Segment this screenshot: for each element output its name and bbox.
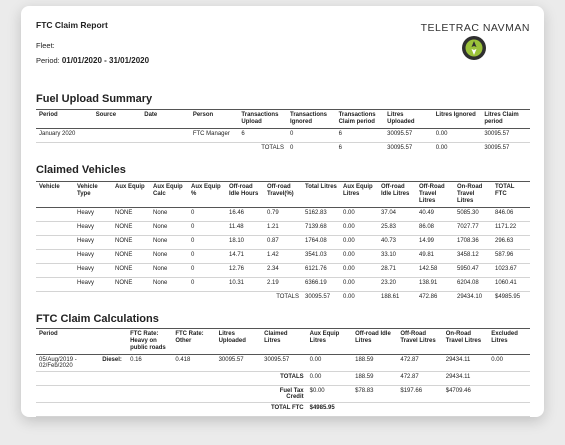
table-cell: 587.96 [492,249,530,263]
table-cell: 25.83 [378,221,416,235]
total-cell: 30095.57 [484,144,510,151]
table-cell: 0 [188,207,226,221]
table-cell [36,249,74,263]
table-cell: 29434.11 [443,354,488,371]
col-header: Off-road Idle Litres [378,182,416,208]
table-cell: 0.00 [307,354,352,371]
total-ftc-label: TOTAL FTC [261,402,306,416]
total-cell: 0 [290,144,294,151]
table-cell: 6 [336,128,385,142]
col-header: Aux Equip Litres [307,329,352,355]
table-cell: 28.71 [378,263,416,277]
table-cell [36,277,74,291]
col-header: Date [141,110,190,129]
table-row [36,249,530,263]
table-row [36,263,530,277]
totals-label: TOTALS [261,371,306,385]
col-header: On-Road Travel Litres [443,329,488,355]
table-cell: Heavy [74,277,112,291]
table-cell: 2.19 [264,277,302,291]
table-cell: None [150,207,188,221]
total-cell: 30095.57 [387,144,413,151]
fuel-tax-credit-row [36,385,530,402]
fuel-upload-heading: Fuel Upload Summary [36,93,153,105]
table-cell: 23.20 [378,277,416,291]
col-header: Total Litres [302,182,340,208]
col-header: Transactions Claim period [336,110,385,129]
table-cell: 296.63 [492,235,530,249]
col-header: Person [190,110,239,129]
table-cell: 7027.77 [454,221,492,235]
col-header: Period [36,329,99,355]
brand-logo: TELETRAC NAVMAN [420,22,530,34]
fuel-upload-table [36,109,530,153]
total-cell: 472.86 [419,293,438,300]
table-cell: 0.418 [172,354,215,371]
col-header: Claimed Litres [261,329,306,355]
table-cell: 7139.68 [302,221,340,235]
col-header: FTC Rate: Other [172,329,215,355]
table-header-row [36,182,530,208]
table-row [36,128,530,142]
fuel-type-cell: Diesel: [99,354,127,371]
table-cell: 49.81 [416,249,454,263]
table-cell: 30095.57 [384,128,433,142]
table-row [36,221,530,235]
totals-row [36,371,530,385]
col-header: Aux Equip Litres [340,182,378,208]
table-cell: None [150,277,188,291]
col-header: Aux Equip % [188,182,226,208]
table-cell: None [150,235,188,249]
col-header: FTC Rate: Heavy on public roads [127,329,172,355]
total-cell: 29434.11 [443,371,488,385]
table-cell: 1060.41 [492,277,530,291]
table-cell: 6121.76 [302,263,340,277]
claimed-vehicles-table [36,181,530,302]
table-cell: 0.00 [340,221,378,235]
fleet-label: Fleet: [36,41,55,50]
col-header [99,329,127,355]
table-cell [36,263,74,277]
table-cell: 5950.47 [454,263,492,277]
table-cell: None [150,263,188,277]
col-header: TOTAL FTC [492,182,530,208]
table-cell: 5162.83 [302,207,340,221]
table-cell: Heavy [74,249,112,263]
fuel-tax-cell: $0.00 [307,385,352,402]
col-header: Vehicle Type [74,182,112,208]
table-cell: 0.00 [433,128,482,142]
table-cell: 6 [238,128,287,142]
table-cell: 0 [188,249,226,263]
table-cell: Heavy [74,207,112,221]
report-page [21,6,544,417]
table-cell: 5085.30 [454,207,492,221]
col-header: Litres Uploaded [216,329,262,355]
table-cell: 6366.19 [302,277,340,291]
table-cell: 0.00 [340,235,378,249]
col-header: Source [93,110,142,129]
table-cell [36,207,74,221]
col-header: Off-road Idle Litres [352,329,397,355]
report-title: FTC Claim Report [36,20,108,30]
table-cell: 138.91 [416,277,454,291]
table-cell: NONE [112,263,150,277]
table-cell: 14.99 [416,235,454,249]
fuel-tax-label: Fuel Tax Credit [261,385,306,402]
table-cell: 3458.12 [454,249,492,263]
col-header: Aux Equip Calc [150,182,188,208]
total-cell: 29434.10 [457,293,483,300]
col-header: Transactions Ignored [287,110,336,129]
table-cell: 0.00 [340,263,378,277]
totals-label: TOTALS [276,293,299,300]
col-header: Off-road Idle Hours [226,182,264,208]
total-cell: 0.00 [343,293,355,300]
table-cell: FTC Manager [190,128,239,142]
table-cell [36,221,74,235]
col-header: Aux Equip [112,182,150,208]
table-row [36,207,530,221]
table-cell: 846.06 [492,207,530,221]
col-header: Litres Ignored [433,110,482,129]
table-cell: 11.48 [226,221,264,235]
period-line [36,56,149,65]
table-cell: 0.00 [340,277,378,291]
total-cell: 188.61 [381,293,400,300]
totals-row [36,291,530,302]
col-header: Period [36,110,93,129]
table-cell: Heavy [74,221,112,235]
table-cell: Heavy [74,235,112,249]
table-cell: None [150,249,188,263]
table-cell [141,128,190,142]
col-header: Excluded Litres [488,329,530,355]
table-header-row [36,329,530,355]
table-row [36,235,530,249]
claimed-vehicles-body [36,207,530,291]
table-header-row [36,110,530,129]
ftc-calc-heading: FTC Claim Calculations [36,313,159,325]
totals-row [36,142,530,153]
table-cell: 188.59 [352,354,397,371]
table-cell: 1708.36 [454,235,492,249]
table-cell: 142.58 [416,263,454,277]
table-cell: 3541.03 [302,249,340,263]
table-cell: 1764.08 [302,235,340,249]
table-cell: 0 [188,277,226,291]
ftc-calc-table [36,328,530,417]
total-cell: 6 [338,144,342,151]
total-cell: 0.00 [307,371,352,385]
table-cell: 10.31 [226,277,264,291]
total-cell: 30095.57 [305,293,331,300]
period-label: Period: [36,56,60,65]
totals-label: TOTALS [261,144,284,151]
table-cell: 40.49 [416,207,454,221]
table-cell: 0.16 [127,354,172,371]
col-header: Vehicle [36,182,74,208]
table-cell: 6204.08 [454,277,492,291]
total-cell: $4985.95 [495,293,521,300]
col-header: On-Road Travel Litres [454,182,492,208]
table-cell: 33.10 [378,249,416,263]
table-cell: 0 [188,235,226,249]
col-header: Off-road Travel(%) [264,182,302,208]
table-row [36,354,530,371]
table-cell: 12.76 [226,263,264,277]
table-cell: 472.87 [397,354,442,371]
total-ftc-row [36,402,530,416]
table-row [36,277,530,291]
table-cell: 0.87 [264,235,302,249]
total-ftc-value: $4985.95 [307,402,352,416]
table-cell: 30095.57 [216,354,262,371]
table-cell: NONE [112,249,150,263]
table-cell: 86.08 [416,221,454,235]
table-cell: 0.00 [340,249,378,263]
teletrac-logo-icon [461,35,487,61]
table-cell: 1171.22 [492,221,530,235]
table-cell: 1.42 [264,249,302,263]
fuel-tax-cell: $4709.46 [443,385,488,402]
table-cell: January 2020 [36,128,93,142]
table-cell [36,235,74,249]
table-cell: 2.34 [264,263,302,277]
table-cell: NONE [112,235,150,249]
claimed-vehicles-heading: Claimed Vehicles [36,164,126,176]
table-cell: 30095.57 [261,354,306,371]
col-header: Litres Uploaded [384,110,433,129]
table-cell: 37.04 [378,207,416,221]
table-cell: 0 [188,263,226,277]
table-cell: 40.73 [378,235,416,249]
total-cell: 188.59 [352,371,397,385]
table-cell: 30095.57 [481,128,530,142]
period-value: 01/01/2020 - 31/01/2020 [61,56,150,65]
table-cell: 14.71 [226,249,264,263]
table-cell: 0 [188,221,226,235]
table-cell: NONE [112,277,150,291]
table-cell: 16.46 [226,207,264,221]
table-cell: None [150,221,188,235]
table-cell: 0.00 [488,354,530,371]
col-header: Litres Claim period [481,110,530,129]
table-cell: 18.10 [226,235,264,249]
table-cell: 1.21 [264,221,302,235]
col-header: Off-Road Travel Litres [397,329,442,355]
table-cell: 0.79 [264,207,302,221]
table-cell: 0.00 [340,207,378,221]
table-cell [93,128,142,142]
fuel-tax-cell: $78.83 [352,385,397,402]
table-cell: 05/Aug/2019 - 02/Feb/2020 [36,354,99,371]
table-cell: NONE [112,207,150,221]
col-header: Transactions Upload [238,110,287,129]
table-cell: Heavy [74,263,112,277]
table-cell: NONE [112,221,150,235]
table-cell: 0 [287,128,336,142]
total-cell: 0.00 [435,144,448,151]
total-cell: 472.87 [397,371,442,385]
fuel-tax-cell: $197.66 [397,385,442,402]
col-header: Off-Road Travel Litres [416,182,454,208]
table-cell: 1023.67 [492,263,530,277]
